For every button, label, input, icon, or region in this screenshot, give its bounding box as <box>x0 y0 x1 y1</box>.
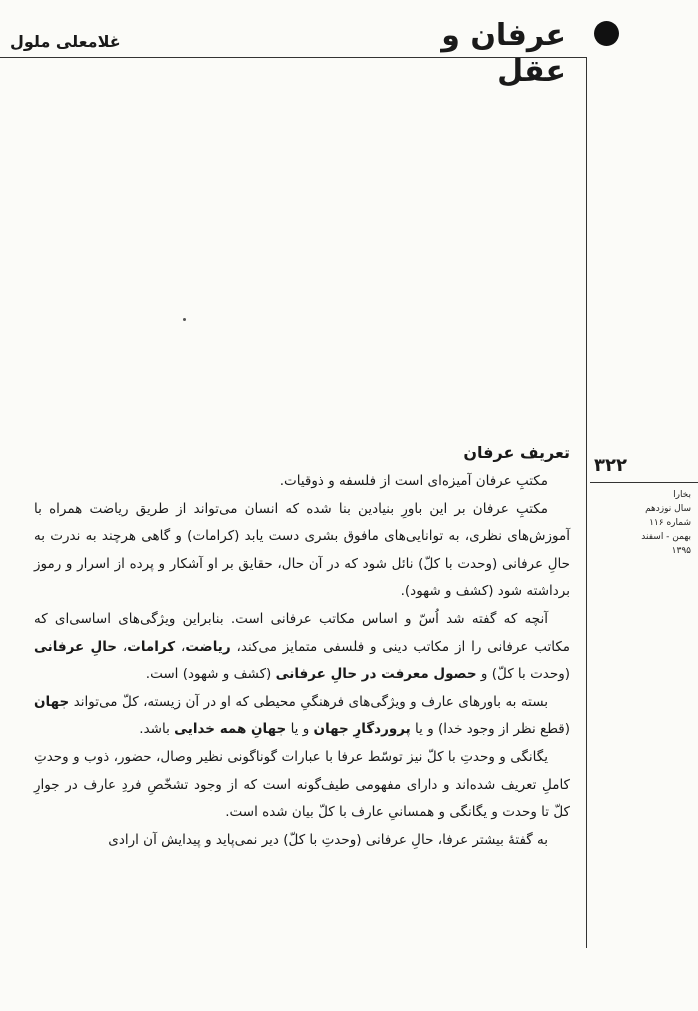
p3-text-c: (وحدت با کلّ) و <box>480 666 570 683</box>
p4-text-e: باشد. <box>139 721 170 738</box>
journal-meta <box>596 488 691 558</box>
section-heading: تعریف عرفان <box>463 443 570 462</box>
paragraph-3 <box>34 606 570 689</box>
p4-text-a: بسته به باورهای عارف و ویژگی‌های فرهنگیِ محیطی که او در آن زیسته، کلّ می‌تواند <box>73 693 549 710</box>
vertical-rule <box>586 58 587 948</box>
page-number: ۳۲۲ <box>594 455 627 476</box>
page-title: عرفان و عقل <box>441 18 566 89</box>
paragraph-1: مکتبِ عرفان آمیزه‌ای است از فلسفه و ذوقیات. <box>279 473 548 489</box>
journal-name: بخارا <box>673 490 691 500</box>
p4-text-d: و یا <box>290 721 310 738</box>
p3-bold-hal: حالِ عرفانی <box>34 638 118 655</box>
paragraph-2: مکتبِ عرفان بر این باورِ بنیادین بنا شده که انسان می‌تواند از طریق ریاضت همراه با آموزش‌های نظری، به توانایی‌های مافوق بشری دست یابد (کرامات) و گاهی هرچند به ندرت به حالِ عرفانی (وحدت با کلّ) نائل شود که در آن حال، حقایق بر او آشکار و پرده از اسرار و رموز برداشته شود (کشف و شهود). <box>34 500 570 600</box>
journal-months: بهمن - اسفند <box>641 532 691 542</box>
author-name: غلامعلی ملول <box>10 32 121 51</box>
page-number-rule <box>590 482 698 483</box>
paragraph-6: به گفتهٔ بیشتر عرفا، حالِ عرفانی (وحدتِ با کلّ) دیر نمی‌پاید و پیدایش آن ارادی <box>108 831 548 848</box>
journal-issue: شماره ۱۱۶ <box>649 518 691 528</box>
p3-bold-riyazat: ریاضت <box>185 638 231 655</box>
black-circle-ornament <box>594 21 619 46</box>
p4-bold-parvardegar: پروردگارِ جهان <box>313 721 411 738</box>
paragraph-4 <box>34 689 570 744</box>
p3-bold-keramat: کرامات <box>127 638 176 655</box>
article-body <box>34 438 570 854</box>
journal-year-number: ۱۳۹۵ <box>671 546 691 556</box>
p4-bold-hamekhodayi: جهانِ همه خدایی <box>174 721 287 738</box>
p3-bold-hosul: حصول معرفت در حالِ عرفانی <box>275 666 477 683</box>
paragraph-5: یگانگی و وحدتِ با کلّ نیز توسّط عرفا با عبارات گوناگونی نظیر وصال، حضور، ذوب و وحدتِ کاملِ تعریف شده‌اند و دارای مفهومی طیف‌گونه است که از وجود تشخّصِ فردِ عارف در جوارِ کلّ تا وحدت و یگانگی و همسانیِ عارف با کلّ بیان شده است. <box>34 748 570 821</box>
p4-bold-jahan: جهان <box>34 693 70 710</box>
p4-text-c: (قطع نظر از وجود خدا) و یا <box>415 721 570 738</box>
journal-year: سال نوزدهم <box>645 504 691 514</box>
p3-text-d: (کشف و شهود) است. <box>145 666 272 683</box>
p3-sep-1: ، <box>181 638 186 655</box>
p3-sep-2: ، <box>122 638 128 655</box>
p3-text-a: آنچه که گفته شد اُسّ و اساس مکاتب عرفانی است. بنابراین ویژگی‌های اساسی‌ای که مکاتب عرفانی را از مکاتب دینی و فلسفی متمایز می‌کند، <box>34 610 571 655</box>
speck-dot <box>183 318 186 321</box>
